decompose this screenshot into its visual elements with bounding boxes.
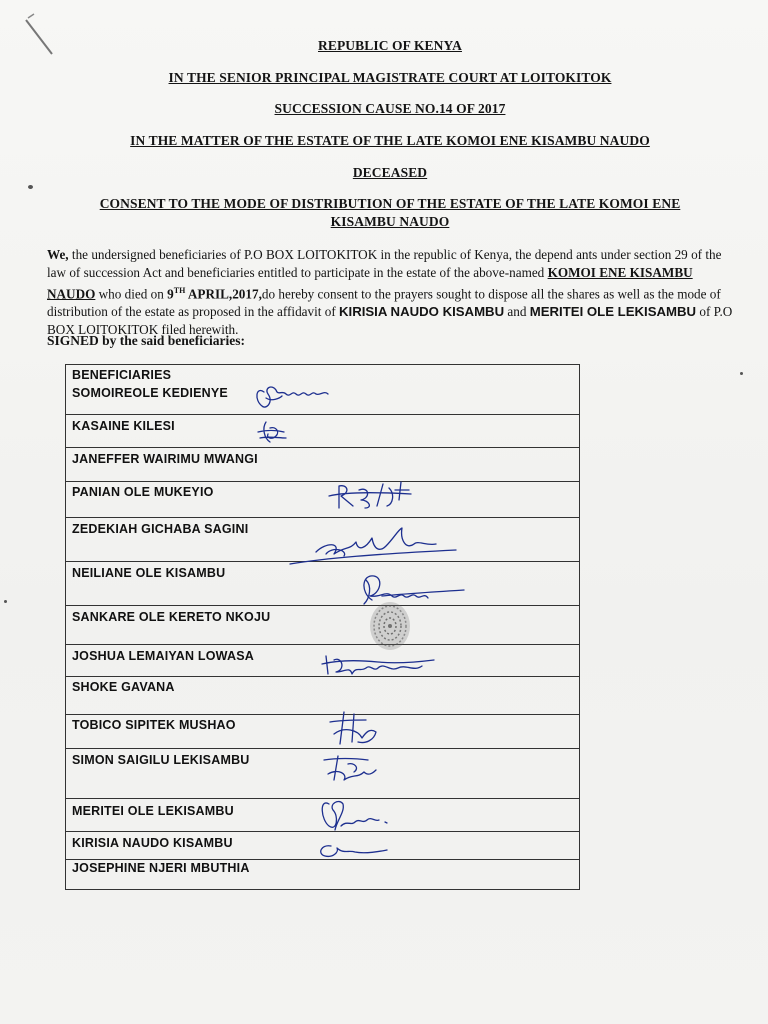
heading-matter: IN THE MATTER OF THE ESTATE OF THE LATE KOMOI ENE KISAMBU NAUDO [130,133,650,148]
heading-consent-line2: KISAMBU NAUDO [330,214,450,229]
paragraph-text-2: who died on [95,286,168,302]
death-date-rest: APRIL,2017, [185,286,262,302]
beneficiary-name: SANKARE OLE KERETO NKOJU [72,610,271,624]
beneficiary-name: KIRISIA NAUDO KISAMBU [72,836,233,850]
heading-cause: SUCCESSION CAUSE NO.14 OF 2017 [274,101,506,116]
heading-court: IN THE SENIOR PRINCIPAL MAGISTRATE COURT AT LOITOKITOK [168,70,612,85]
death-date-day: 9 [167,286,174,302]
signature-zedekiah [286,524,461,572]
beneficiary-name: SIMON SAIGILU LEKISAMBU [72,753,250,767]
table-row [66,415,579,448]
deceased-name: KOMOI ENE KISAMBU NAUDO [47,265,693,302]
table-row [66,860,579,891]
petitioner-2: MERITEI OLE LEKISAMBU [529,304,697,320]
signature-meritei [315,790,395,838]
heading-deceased: DECEASED [352,165,428,180]
signature-kirisia [315,838,391,864]
paragraph-and: and [504,304,530,320]
beneficiary-name: KASAINE KILESI [72,419,175,433]
heading-consent-line1: CONSENT TO THE MODE OF DISTRIBUTION OF THE ESTATE OF THE LATE KOMOI ENE [99,196,681,211]
signature-kasaine [252,418,292,448]
signature-joshua [318,646,438,680]
beneficiary-name: JOSEPHINE NJERI MBUTHIA [72,861,250,875]
beneficiary-name: JOSHUA LEMAIYAN LOWASA [72,649,254,663]
signature-panian [325,478,417,514]
signature-somoireole [252,380,334,414]
petitioner-1: KIRISIA NAUDO KISAMBU [339,304,505,320]
beneficiary-name: ZEDEKIAH GICHABA SAGINI [72,522,249,536]
death-date-suffix: TH [173,286,186,295]
table-row [66,448,579,482]
consent-paragraph [47,246,742,339]
beneficiary-name: PANIAN OLE MUKEYIO [72,485,214,499]
table-header: BENEFICIARIES [72,368,172,382]
we-word: We, [47,247,69,262]
paper-speck [4,600,7,603]
table-row [66,482,579,518]
beneficiary-name: MERITEI OLE LEKISAMBU [72,804,234,818]
table-row [66,606,579,645]
paragraph-text-4: of P.O BOX LOITOKITOK filed herewith. [47,304,733,338]
paper-speck [28,185,33,189]
paper-speck [740,372,743,375]
heading-republic: REPUBLIC OF KENYA [318,38,462,53]
beneficiary-name: JANEFFER WAIRIMU MWANGI [72,452,258,466]
signature-simon [318,750,382,786]
paragraph-text-1: the undersigned beneficiaries of P.O BOX LOITOKITOK in the republic of Kenya, the depend ants under section 29 of the law of succession Act and beneficiaries entitled to participate in the estate of the above-named [47,247,722,280]
beneficiary-name: SHOKE GAVANA [72,680,175,694]
signed-by-line: SIGNED by the said beneficiaries: [47,333,246,348]
beneficiary-name: NEILIANE OLE KISAMBU [72,566,226,580]
beneficiary-name: TOBICO SIPITEK MUSHAO [72,718,236,732]
paragraph-text-3: do hereby consent to the prayers sought to dispose all the shares as well as the mode of distribution of the estate as proposed in the affidavit of [47,286,721,320]
signature-tobico [322,708,382,752]
beneficiary-name: SOMOIREOLE KEDIENYE [72,386,228,400]
